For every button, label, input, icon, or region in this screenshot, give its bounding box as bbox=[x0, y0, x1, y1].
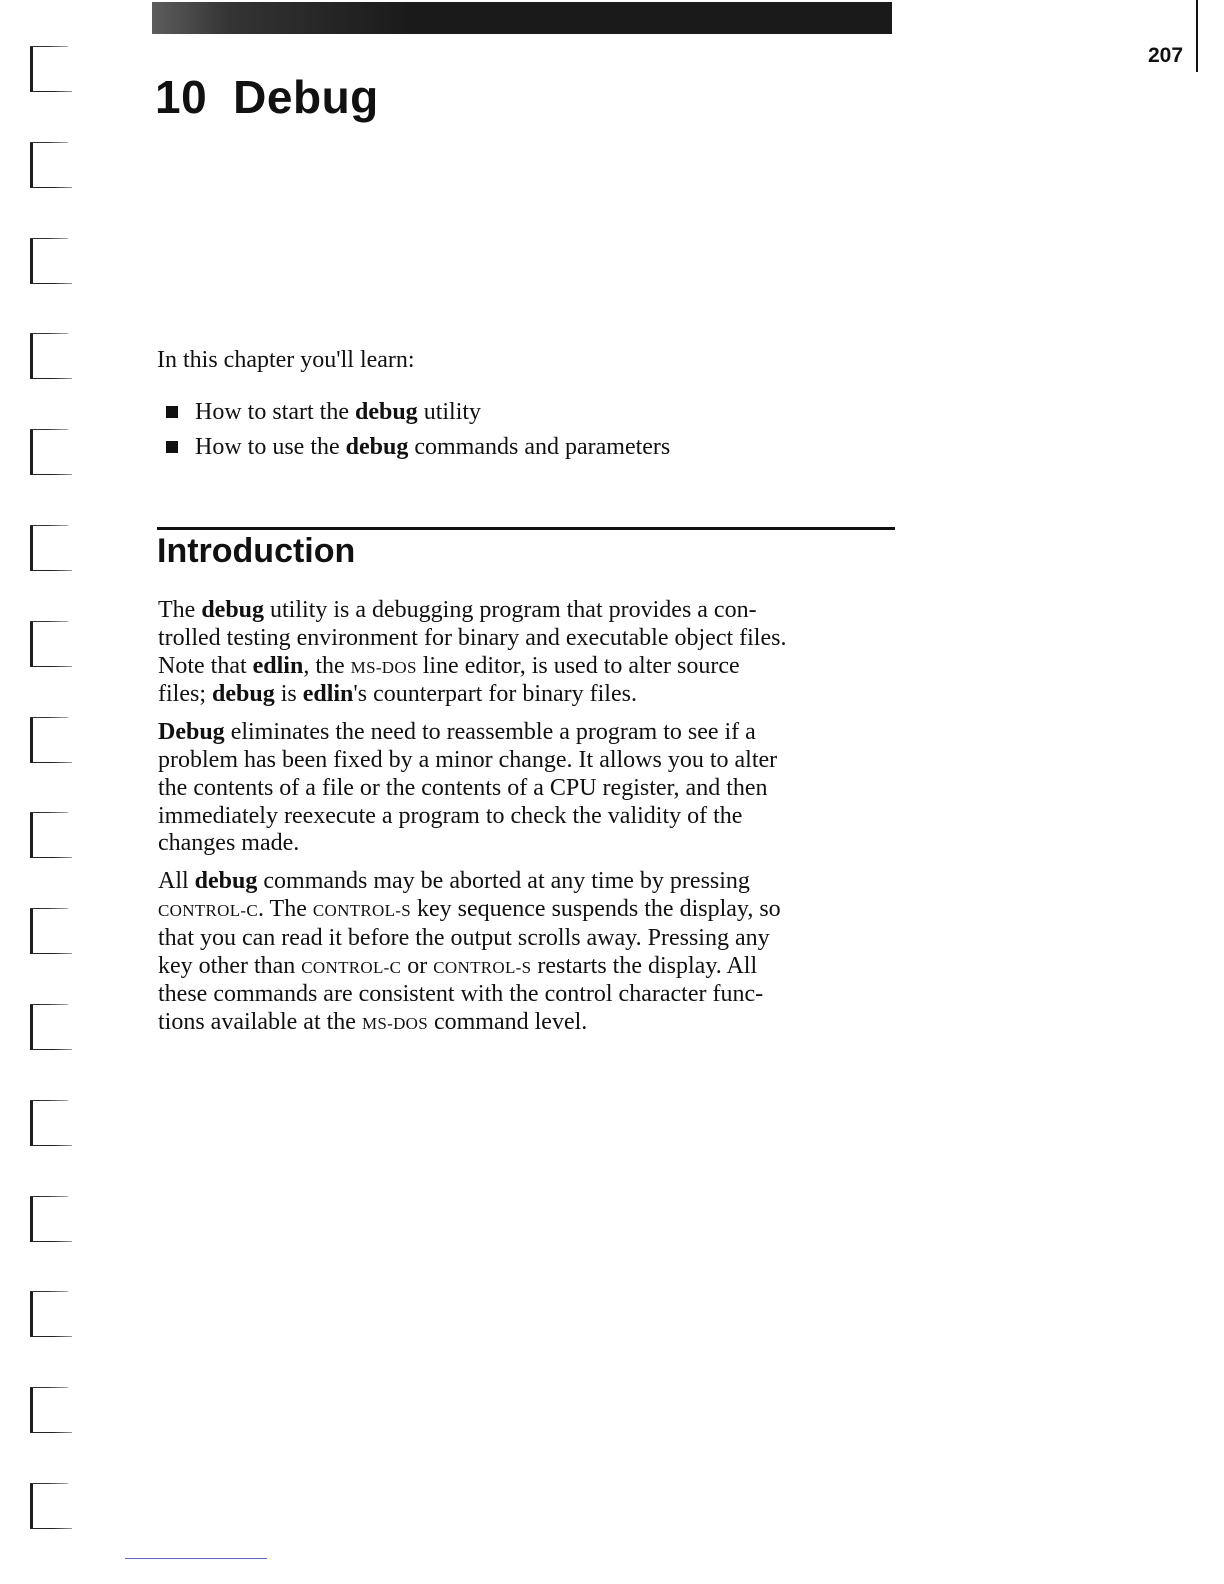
chapter-number: 10 bbox=[155, 71, 208, 123]
binder-margin-tabs bbox=[30, 0, 90, 1584]
chapter-title bbox=[155, 70, 379, 124]
section-divider bbox=[157, 527, 895, 530]
chapter-header-bar bbox=[152, 2, 892, 34]
list-command: debug bbox=[345, 434, 409, 460]
margin-tab bbox=[30, 333, 74, 379]
margin-tab bbox=[30, 1483, 74, 1529]
margin-tab bbox=[30, 621, 74, 667]
header-bar-texture bbox=[152, 2, 412, 34]
list-text: How to use the bbox=[195, 434, 346, 460]
margin-tab bbox=[30, 525, 74, 571]
learn-list bbox=[166, 397, 670, 467]
chapter-name: Debug bbox=[233, 71, 379, 123]
paragraph-2: Debug eliminates the need to reassemble a program to see if a problem has been fixed by a minor change. It allows you to alter the contents of a file or the contents of a CPU register, and then immediately reexecute a program to check the validity of the changes made. bbox=[158, 719, 778, 857]
margin-tab bbox=[30, 238, 74, 284]
margin-tab bbox=[30, 1291, 74, 1337]
margin-tab bbox=[30, 142, 74, 188]
square-bullet-icon bbox=[166, 406, 178, 418]
square-bullet-icon bbox=[166, 441, 178, 453]
margin-tab bbox=[30, 1387, 74, 1433]
page-number: 207 bbox=[1148, 44, 1184, 67]
margin-tab bbox=[30, 429, 74, 475]
paragraph-1: The debug utility is a debugging program that provides a con- trolled testing environment for binary and executable object files. Note that edlin, the MS-DOS line editor, is used to alter source files; debug is edlin's counterpart for binary files. bbox=[158, 597, 787, 708]
learn-intro: In this chapter you'll learn: bbox=[157, 347, 415, 373]
margin-tab bbox=[30, 717, 74, 763]
margin-tab bbox=[30, 908, 74, 954]
list-item bbox=[166, 432, 670, 467]
paragraph-3: All debug commands may be aborted at any time by pressing CONTROL-C. The CONTROL-S key sequence suspends the display, so that you can read it before the output scrolls away. Pressing any key other than CONTROL-C or CONTROL-S restarts the display. All these commands are consistent with the control character func- tions available at the MS-DOS command level. bbox=[158, 868, 781, 1036]
margin-tab bbox=[30, 1196, 74, 1242]
margin-tab bbox=[30, 1004, 74, 1050]
footer-mark bbox=[125, 1558, 267, 1559]
page-edge-rule bbox=[1196, 0, 1198, 72]
margin-tab bbox=[30, 46, 74, 92]
list-command: debug bbox=[354, 399, 418, 425]
list-text: utility bbox=[417, 399, 482, 425]
list-item bbox=[166, 397, 670, 432]
list-text: commands and parameters bbox=[408, 434, 671, 460]
introduction-body bbox=[158, 597, 898, 1048]
list-text: How to start the bbox=[195, 399, 355, 425]
margin-tab bbox=[30, 1100, 74, 1146]
section-heading: Introduction bbox=[157, 532, 356, 570]
margin-tab bbox=[30, 812, 74, 858]
